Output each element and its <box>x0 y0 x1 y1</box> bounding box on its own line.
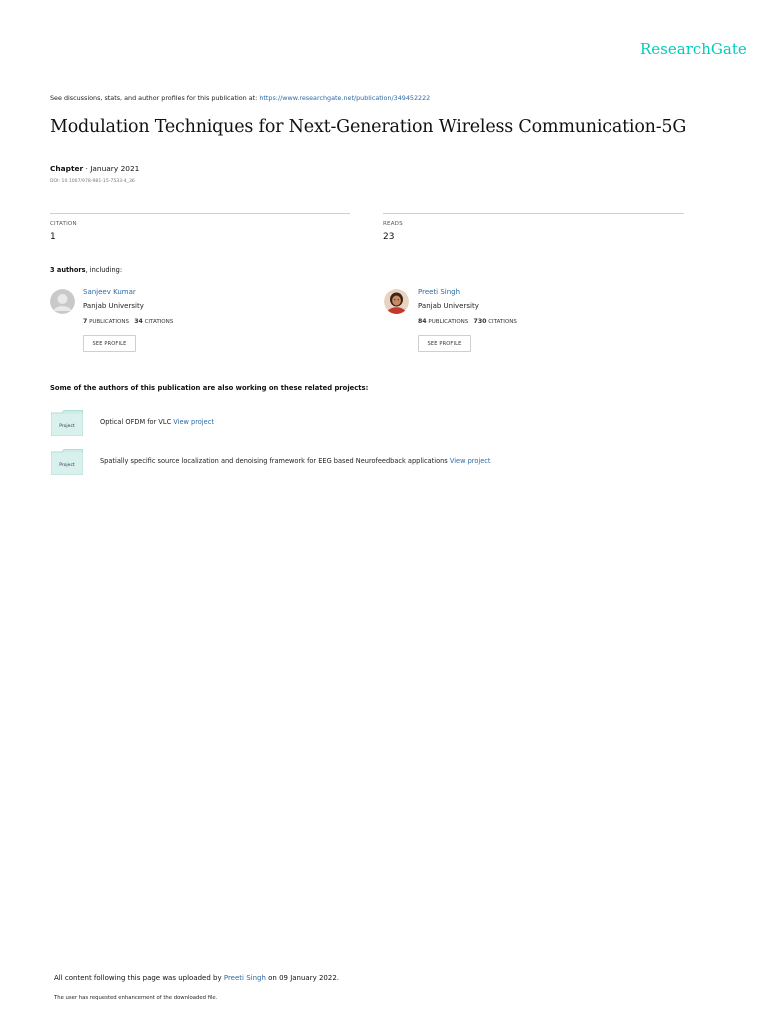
author-photo[interactable] <box>384 289 409 314</box>
reads-divider <box>383 213 684 214</box>
author-stats <box>418 318 517 325</box>
see-profile-button[interactable]: SEE PROFILE <box>83 335 136 352</box>
publication-type-date <box>50 164 139 173</box>
author-stats <box>83 318 173 325</box>
authors-heading <box>50 266 122 274</box>
author-publications-count: 7 <box>83 318 88 325</box>
author-publications-count: 84 <box>418 318 427 325</box>
publication-type: Chapter <box>50 164 84 173</box>
upload-suffix: on 09 January 2022. <box>265 974 340 982</box>
project-title: Spatially specific source localization and denoising framework for EEG based Neurofeedback applications <box>100 457 450 465</box>
author-citations-label: CITATIONS <box>488 319 517 325</box>
researchgate-logo[interactable]: ResearchGate <box>640 40 747 58</box>
project-folder-icon[interactable] <box>51 449 83 475</box>
author-publications-label: PUBLICATIONS <box>89 319 129 325</box>
publication-url-link[interactable]: https://www.researchgate.net/publication/349452222 <box>259 94 431 102</box>
upload-info <box>54 974 339 982</box>
upload-prefix: All content following this page was uploaded by <box>54 974 224 982</box>
related-projects-heading: Some of the authors of this publication are also working on these related projects: <box>50 384 369 392</box>
project-folder-label: Project <box>59 424 75 429</box>
author-name-link[interactable]: Sanjeev Kumar <box>83 288 136 296</box>
publication-date: · January 2021 <box>83 164 140 173</box>
author-name-link[interactable]: Preeti Singh <box>418 288 461 296</box>
citation-label: CITATION <box>50 221 77 227</box>
publication-title: Modulation Techniques for Next-Generation Wireless Communication-5G <box>50 117 687 137</box>
publication-doi: DOI: 10.1007/978-981-15-7533-4_36 <box>50 179 135 184</box>
svg-text:Project <box>59 423 75 429</box>
author-institution: Panjab University <box>418 302 479 310</box>
project-title: Optical OFDM for VLC <box>100 418 174 426</box>
uploader-link[interactable]: Preeti Singh <box>223 974 266 982</box>
author-citations-label: CITATIONS <box>144 319 174 325</box>
enhancement-note: The user has requested enhancement of the downloaded file. <box>54 995 218 1001</box>
default-user-avatar-icon[interactable] <box>50 289 75 314</box>
citation-divider <box>50 213 350 214</box>
author-citations-count: 730 <box>473 318 487 325</box>
project-folder-icon[interactable] <box>51 410 83 436</box>
project-item <box>100 457 490 465</box>
citation-count: 1 <box>50 232 56 242</box>
discussion-line <box>50 94 430 102</box>
author-publications-label: PUBLICATIONS <box>428 319 469 325</box>
view-project-link[interactable]: View project <box>449 457 491 465</box>
see-profile-button[interactable]: SEE PROFILE <box>418 335 471 352</box>
authors-suffix: , including: <box>85 266 123 274</box>
svg-text:Project <box>59 462 75 468</box>
view-project-link[interactable]: View project <box>173 418 214 426</box>
authors-count: 3 authors <box>50 266 86 274</box>
reads-count: 23 <box>383 232 395 242</box>
author-citations-count: 34 <box>134 318 143 325</box>
author-institution: Panjab University <box>83 302 144 310</box>
project-folder-label: Project <box>59 463 75 468</box>
reads-label: READS <box>383 221 403 227</box>
discussion-text: See discussions, stats, and author profiles for this publication at: <box>50 94 260 102</box>
project-item <box>100 418 214 426</box>
